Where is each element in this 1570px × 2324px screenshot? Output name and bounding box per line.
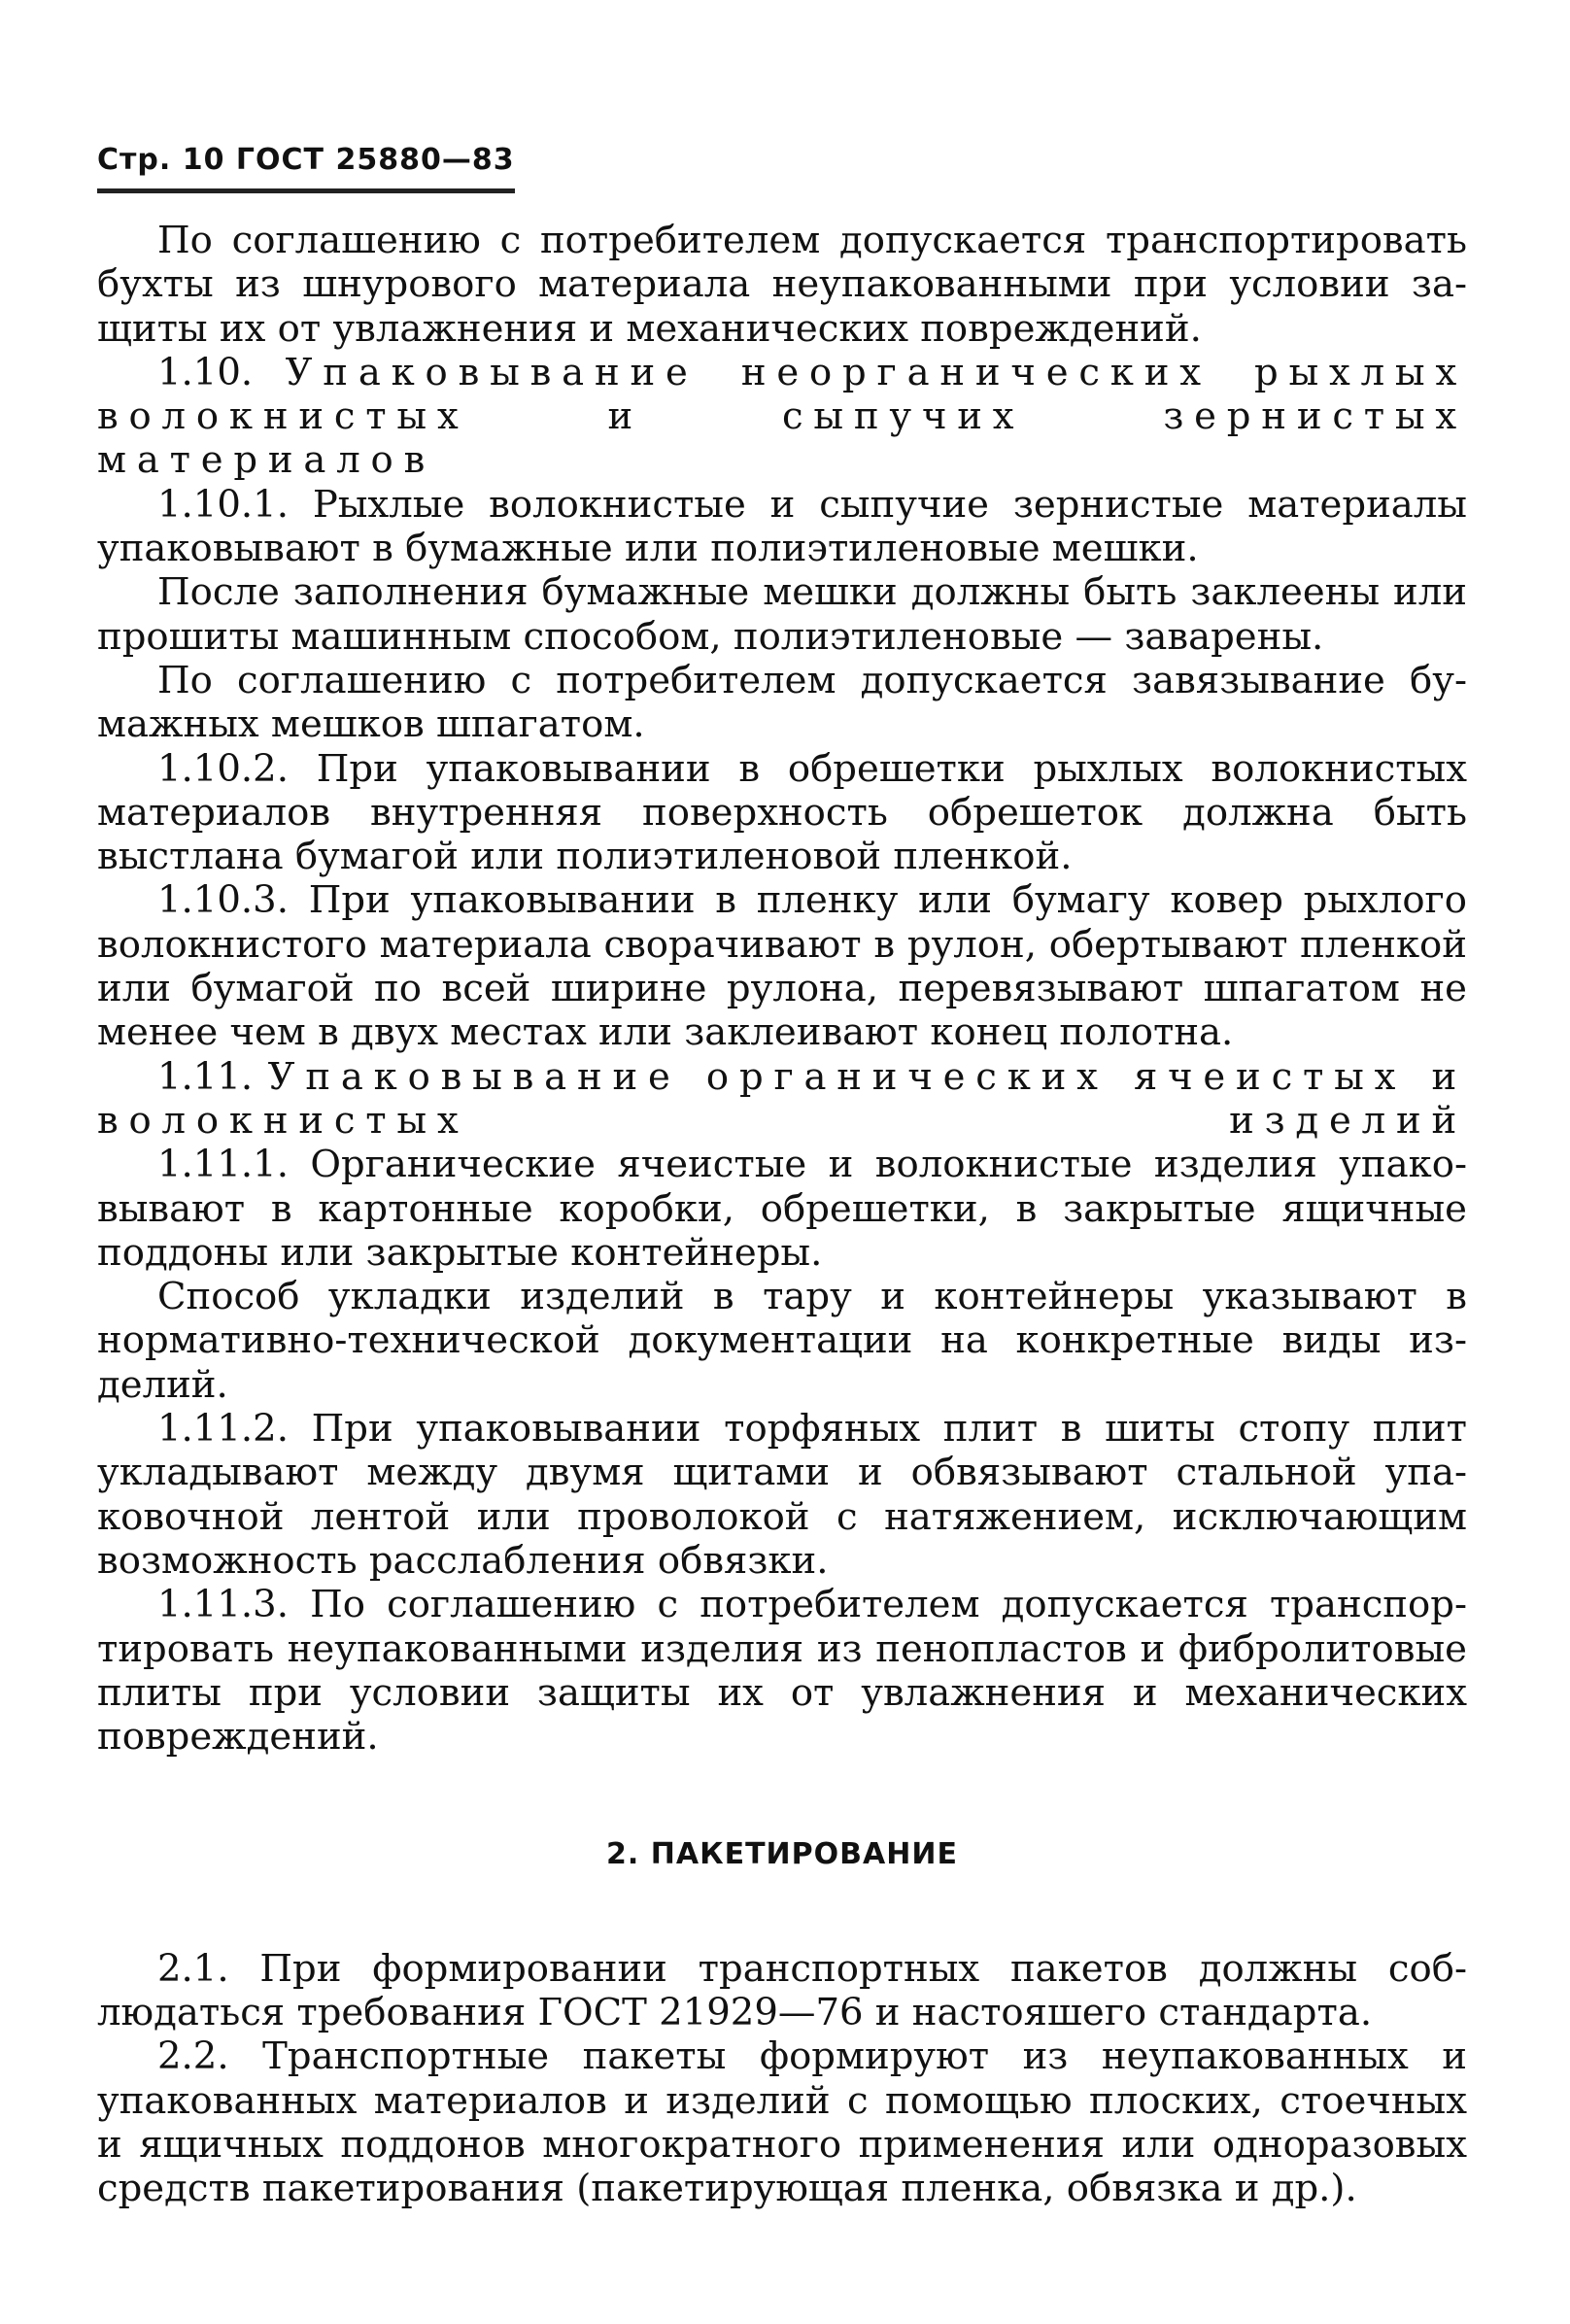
paragraph-1-11-1: 1.11.1. Органические ячеистые и волокнистые изделия упаковывают в картонные коробки, обрешетки, в закрытые ящичные поддоны или закрытые контейнеры. — [97, 1143, 1467, 1275]
body-text — [97, 219, 1467, 2210]
paragraph-1-10-2: 1.10.2. При упаковывании в обрешетки рыхлых волокнистых материалов внутренняя поверхность обрешеток должна быть выстлана бумагой или полиэтиленовой пленкой. — [97, 746, 1467, 879]
paragraph-1-11-1-b: Способ укладки изделий в тару и контейнеры указывают в нормативно-технической документации на конкретные виды изделий. — [97, 1275, 1467, 1407]
paragraph-1-11-3: 1.11.3. По соглашению с потребителем допускается транспортировать неупакованными изделия из пенопластов и фибролитовые плиты при условии защиты их от увлажнения и механических повреждений. — [97, 1583, 1467, 1760]
paragraph-1-11-2: 1.11.2. При упаковывании торфяных плит в шиты стопу плит укладывают между двумя щитами и обвязывают стальной упаковочной лентой или проволокой с натяжением, исключающим возможность расслабления обвязки. — [97, 1407, 1467, 1583]
paragraph-2-2: 2.2. Транспортные пакеты формируют из неупакованных и упакованных материалов и изделий с помощью плоских, стоечных и ящичных поддонов многократного применения или одноразовых средств пакетирования (пакетирующая пленка, обвязка и др.). — [97, 2034, 1467, 2211]
document-page — [97, 136, 1467, 2210]
heading-1-10-number: 1.10. — [157, 350, 254, 394]
paragraph-1-10-3: 1.10.3. При упаковывании в пленку или бумагу ковер рыхлого волокнистого материала сворачивают в рулон, обертывают пленкой или бумагой по всей ширине рулона, перевязывают шпагатом не менее чем в двух местах или заклеивают конец полотна. — [97, 878, 1467, 1055]
paragraph-2-1: 2.1. При формировании транспортных пакетов должны соблюдаться требования ГОСТ 21929—76 и настояшего стандарта. — [97, 1946, 1467, 2034]
section-title-packaging: 2. ПАКЕТИРОВАНИЕ — [606, 1837, 958, 1872]
paragraph-1-10-1-c: По соглашению с потребителем допускается завязывание бумажных мешков шпагатом. — [97, 658, 1467, 747]
paragraph-transport-coils: По соглашению с потребителем допускается транспортировать бухты из шнурового материала неупакованными при условии защиты их от увлажнения и механических повреждений. — [97, 219, 1467, 351]
heading-1-10-title: Упаковывание неорганических рыхлых волокнистых и сыпучих зернистых материалов — [97, 350, 1468, 483]
heading-1-11-title: Упаковывание органических ячеистых и волокнистых изделий — [97, 1054, 1468, 1143]
header-rule — [97, 188, 515, 193]
heading-1-11-number: 1.11. — [157, 1054, 254, 1099]
paragraph-1-10-1: 1.10.1. Рыхлые волокнистые и сыпучие зернистые материалы упаковывают в бумажные или полиэтиленовые мешки. — [97, 482, 1467, 571]
paragraph-1-10-1-b: После заполнения бумажные мешки должны быть заклеены или прошиты машинным способом, полиэтиленовые — заварены. — [97, 570, 1467, 659]
heading-1-10 — [97, 351, 1467, 483]
heading-1-11 — [97, 1055, 1467, 1144]
running-head: Стр. 10 ГОСТ 25880—83 — [97, 143, 515, 177]
